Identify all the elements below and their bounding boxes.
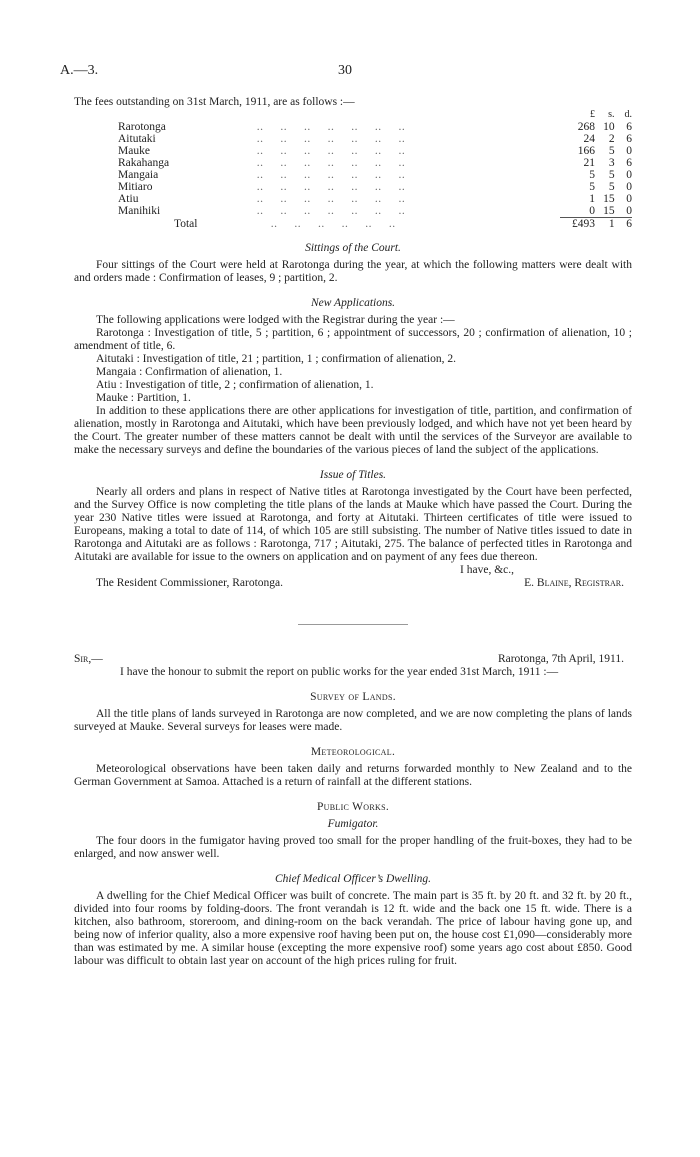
signature-row [74, 577, 632, 590]
unit-pence: d. [624, 109, 632, 120]
salutation: Sir,— [74, 653, 103, 665]
fee-pence: 0 [626, 205, 632, 217]
leader-dots: .. .. .. .. .. .. .. [256, 145, 406, 157]
total-label: Total [174, 217, 198, 230]
leader-dots: .. .. .. .. .. .. .. [256, 169, 406, 181]
unit-pounds: £ [590, 109, 596, 120]
fee-shillings: 15 [603, 205, 615, 217]
signature: E. Blaine, Registrar. [524, 577, 624, 589]
application-line: Mangaia : Confirmation of alienation, 1. [96, 366, 283, 378]
fee-place: Mitiaro [118, 181, 153, 193]
new-applications-paragraph: In addition to these applications there are other applications for investigation of title, partition, and confirmation of alienation, mostly in Rarotonga and Aitutaki, which have been previously lodged, and which have not yet been heard by the Court. The greater number of these matters cannot be dealt with until the services of the Surveyor are available to make the necessary surveys and define the boundaries of the various pieces of land the subject of the applications. [74, 405, 632, 456]
fees-total-row [118, 218, 632, 231]
letter-header [74, 653, 632, 666]
leader-dots: .. .. .. .. .. .. .. [256, 205, 406, 218]
fee-row [118, 133, 632, 145]
fee-pence: 6 [626, 133, 632, 145]
fee-pounds: 166 [577, 145, 596, 157]
fee-place: Rakahanga [118, 157, 170, 169]
fee-row [118, 157, 632, 169]
fee-shillings: 5 [608, 169, 615, 181]
fee-pence: 0 [626, 145, 632, 157]
application-line: Aitutaki : Investigation of title, 21 ; partition, 1 ; confirmation of alienation, 2. [96, 353, 456, 365]
leader-dots: .. .. .. .. .. .. .. [256, 121, 406, 133]
fee-pounds: 1 [589, 193, 596, 205]
leader-dots: .. .. .. .. .. .. [270, 217, 396, 230]
fee-pence: 0 [626, 193, 632, 205]
fee-place: Mauke [118, 145, 150, 157]
page-content [74, 96, 632, 968]
fee-row [118, 145, 632, 157]
fee-pounds: 5 [589, 169, 596, 181]
total-pence: 6 [615, 218, 632, 231]
fee-place: Manihiki [118, 205, 161, 218]
letter-opening: I have the honour to submit the report on public works for the year ended 31st March, 1911 :— [120, 666, 559, 678]
fee-shillings: 5 [608, 145, 615, 157]
application-line: Mauke : Partition, 1. [96, 392, 191, 404]
public-works-heading: Public Works. [316, 801, 390, 813]
addressee: The Resident Commissioner, Rarotonga. [96, 577, 284, 589]
fee-pounds: 268 [577, 121, 596, 133]
fee-pence: 0 [626, 181, 632, 193]
meteorological-text: Meteorological observations have been taken daily and returns forwarded monthly to New Zealand and to the German Government at Samoa. Attached is a return of rainfall at the different stations. [74, 763, 632, 788]
fees-units-row [118, 109, 632, 121]
issue-of-titles-paragraph: Nearly all orders and plans in respect of Native titles at Rarotonga investigated by the Court have been perfected, and the Survey Office is now completing the title plans of the lands at Mauke which have passed the Court. During the year 230 Native titles were issued at Rarotonga, and forty at Aitutaki. Thirteen certificates of title were issued to Europeans, making a total to date of 114, of which 105 are still subsisting. The number of Native titles issued to date in Rarotonga and Aitutaki are as follows : Rarotonga, 717 ; Aitutaki, 275. The balance of perfected titles in Rarotonga and Aitutaki are available for issue to the owners on application and on payment of any fees due thereon. [74, 486, 632, 563]
document-reference: A.—3. [60, 63, 99, 78]
dwelling-heading: Chief Medical Officer’s Dwelling. [274, 873, 432, 885]
sittings-text: Four sittings of the Court were held at Rarotonga during the year, at which the following matters were dealt with and orders made : Confirmation of leases, 9 ; partition, 2. [74, 259, 632, 284]
unit-shillings: s. [608, 109, 615, 120]
fees-table [118, 109, 632, 230]
fee-pounds: 21 [583, 157, 596, 169]
page-number: 30 [338, 63, 352, 78]
dateline: Rarotonga, 7th April, 1911. [497, 653, 624, 665]
fumigator-text: The four doors in the fumigator having proved too small for the proper handling of the fruit-boxes, they had to be enlarged, and now answer well. [74, 835, 632, 860]
fee-row [118, 169, 632, 181]
meteorological-heading: Meteorological. [310, 746, 396, 758]
fee-row [118, 205, 632, 218]
leader-dots: .. .. .. .. .. .. .. [256, 133, 406, 145]
fee-pounds: 24 [583, 133, 596, 145]
leader-dots: .. .. .. .. .. .. .. [256, 157, 406, 169]
fee-shillings: 10 [603, 121, 615, 133]
fee-shillings: 3 [608, 157, 615, 169]
fees-intro: The fees outstanding on 31st March, 1911, are as follows :— [74, 96, 355, 108]
fumigator-heading: Fumigator. [327, 818, 379, 830]
fee-row [118, 193, 632, 205]
section-divider [298, 624, 408, 625]
fee-pence: 6 [626, 121, 632, 133]
total-pounds: £493 [560, 218, 595, 231]
fee-pounds: 5 [589, 181, 596, 193]
fee-place: Mangaia [118, 169, 159, 181]
survey-heading: Survey of Lands. [310, 691, 396, 703]
issue-of-titles-heading: Issue of Titles. [319, 469, 387, 481]
fee-pence: 6 [626, 157, 632, 169]
fee-place: Atiu [118, 193, 139, 205]
leader-dots: .. .. .. .. .. .. .. [256, 181, 406, 193]
fee-place: Aitutaki [118, 133, 156, 145]
fee-shillings: 15 [603, 193, 615, 205]
sittings-heading: Sittings of the Court. [305, 242, 401, 254]
fee-place: Rarotonga [118, 121, 166, 133]
fee-pence: 0 [626, 169, 632, 181]
application-line: Atiu : Investigation of title, 2 ; confirmation of alienation, 1. [96, 379, 374, 391]
fee-shillings: 5 [608, 181, 615, 193]
leader-dots: .. .. .. .. .. .. .. [256, 193, 406, 205]
fee-row [118, 121, 632, 133]
closing-line: I have, &c., [460, 564, 514, 576]
fee-row [118, 181, 632, 193]
new-applications-intro: The following applications were lodged with the Registrar during the year :— [96, 314, 455, 326]
fee-pounds: 0 [589, 205, 596, 217]
application-line: Rarotonga : Investigation of title, 5 ; partition, 6 ; appointment of successors, 20 ; confirmation of alienation, 10 ; amendment of title, 6. [74, 327, 632, 352]
survey-text: All the title plans of lands surveyed in Rarotonga are now completed, and we are now completing the plans of lands surveyed at Mauke. Several surveys for leases were made. [74, 708, 632, 733]
dwelling-text: A dwelling for the Chief Medical Officer was built of concrete. The main part is 35 ft. by 20 ft. and 32 ft. by 20 ft., divided into four rooms by folding-doors. The front verandah is 12 ft. wide and the back one 15 ft. wide. There is a kitchen, also bathroom, storeroom, and dining-room on the back verandah. The price of labour having gone up, and being now of inferior quality, also a more expensive roof having been put on, the house cost £1,090—considerably more than was estimated by me. A similar house (excepting the more expensive roof) some years ago cost about £850. Good labour was difficult to obtain last year on account of the high prices ruling for fruit. [74, 890, 632, 967]
new-applications-heading: New Applications. [310, 297, 396, 309]
fee-shillings: 2 [608, 133, 615, 145]
total-shillings: 1 [595, 218, 615, 231]
